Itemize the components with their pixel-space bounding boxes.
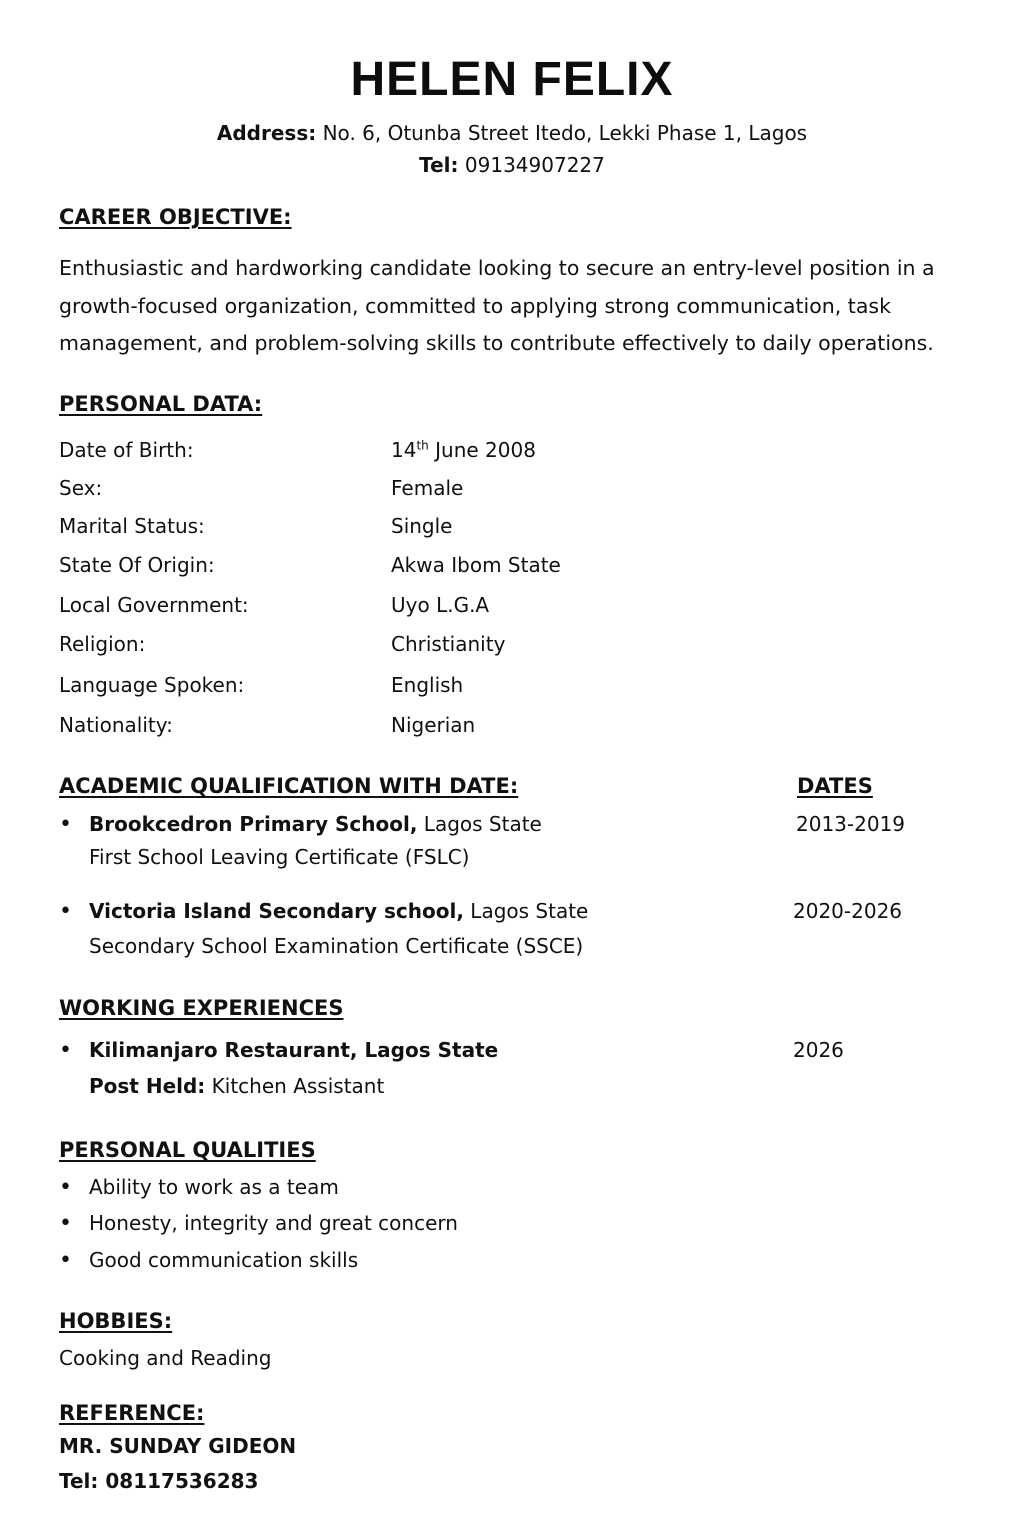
personal-label: Language Spoken: xyxy=(59,673,245,697)
school-location: Lagos State xyxy=(463,899,589,923)
hobbies-text: Cooking and Reading xyxy=(59,1346,272,1370)
employer: Kilimanjaro Restaurant, Lagos State xyxy=(89,1038,499,1062)
post-label: Post Held: xyxy=(89,1074,206,1098)
bullet-icon: • xyxy=(59,812,72,837)
qualities-heading: PERSONAL QUALITIES xyxy=(59,1138,316,1162)
personal-label: Marital Status: xyxy=(59,514,205,538)
personal-label: Nationality: xyxy=(59,713,173,737)
personal-value: Akwa Ibom State xyxy=(391,553,561,577)
address-line xyxy=(0,121,1024,145)
bullet-icon: • xyxy=(59,1211,72,1236)
personal-value: Uyo L.G.A xyxy=(391,593,490,617)
personal-label: Religion: xyxy=(59,632,146,656)
address-label: Address: xyxy=(216,121,317,145)
tel-line xyxy=(0,153,1024,177)
bullet-icon: • xyxy=(59,1248,72,1273)
work-heading: WORKING EXPERIENCES xyxy=(59,996,344,1020)
quality-item: Ability to work as a team xyxy=(89,1175,339,1199)
personal-value: Christianity xyxy=(391,632,506,656)
personal-label: Local Government: xyxy=(59,593,249,617)
post-held xyxy=(89,1074,384,1098)
address-value: No. 6, Otunba Street Itedo, Lekki Phase 1, Lagos xyxy=(322,121,808,145)
school-name: Victoria Island Secondary school, xyxy=(89,899,464,923)
personal-value: Female xyxy=(391,476,464,500)
bullet-icon: • xyxy=(59,1175,72,1200)
work-date: 2026 xyxy=(793,1038,844,1062)
personal-label: Sex: xyxy=(59,476,103,500)
reference-heading: REFERENCE: xyxy=(59,1401,205,1425)
bullet-icon: • xyxy=(59,899,72,924)
tel-value: 09134907227 xyxy=(464,153,605,177)
personal-value-dob: 14th June 2008 xyxy=(391,438,536,462)
personal-label: Date of Birth: xyxy=(59,438,194,462)
academic-entry xyxy=(89,812,542,836)
quality-item: Good communication skills xyxy=(89,1248,359,1272)
academic-entry xyxy=(89,899,588,923)
dates-heading: DATES xyxy=(797,774,873,798)
academic-heading: ACADEMIC QUALIFICATION WITH DATE: xyxy=(59,774,519,798)
personal-value: English xyxy=(391,673,464,697)
post-value: Kitchen Assistant xyxy=(205,1074,385,1098)
referee-name: MR. SUNDAY GIDEON xyxy=(59,1434,297,1458)
career-objective-heading: CAREER OBJECTIVE: xyxy=(59,205,292,229)
academic-dates: 2013-2019 xyxy=(796,812,906,836)
certificate: Secondary School Examination Certificate (SSCE) xyxy=(89,934,584,958)
school-location: Lagos State xyxy=(417,812,542,836)
academic-dates: 2020-2026 xyxy=(793,899,903,923)
tel-label: Tel: xyxy=(419,153,459,177)
bullet-icon: • xyxy=(59,1038,72,1063)
referee-tel: Tel: 08117536283 xyxy=(59,1469,259,1493)
hobbies-heading: HOBBIES: xyxy=(59,1309,173,1333)
personal-label: State Of Origin: xyxy=(59,553,215,577)
personal-value: Nigerian xyxy=(391,713,476,737)
personal-data-heading: PERSONAL DATA: xyxy=(59,392,263,416)
certificate: First School Leaving Certificate (FSLC) xyxy=(89,845,470,869)
personal-value: Single xyxy=(391,514,453,538)
school-name: Brookcedron Primary School, xyxy=(89,812,418,836)
applicant-name: HELEN FELIX xyxy=(350,53,674,106)
career-objective-text: Enthusiastic and hardworking candidate looking to secure an entry-level position in a growth-focused organization, committed to applying strong communication, task management, and problem-solving skills to contribute effectively to daily operations. xyxy=(59,256,935,355)
quality-item: Honesty, integrity and great concern xyxy=(89,1211,458,1235)
